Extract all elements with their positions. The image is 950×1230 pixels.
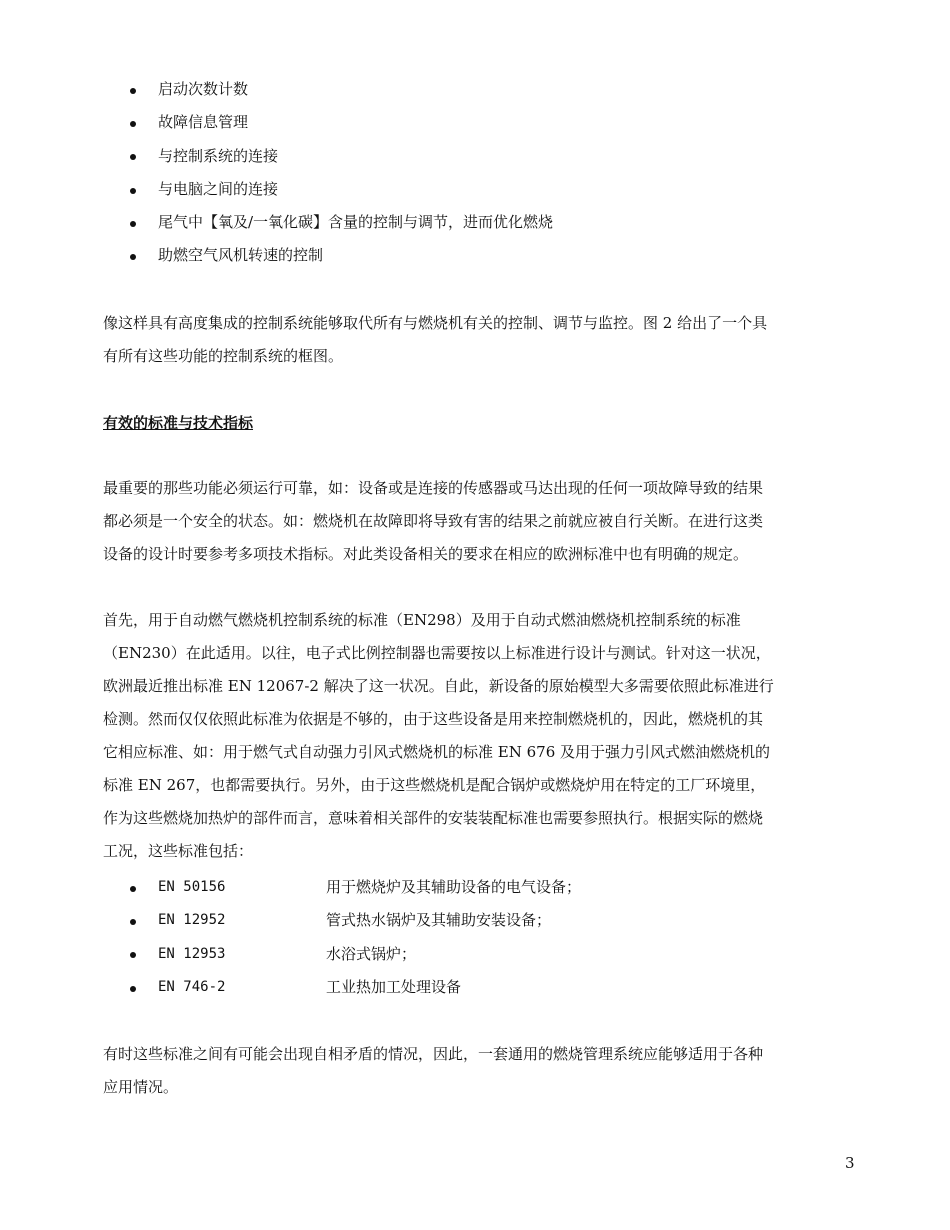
paragraph-reliability: 最重要的那些功能必须运行可靠，如：设备或是连接的传感器或马达出现的任何一项故障导致的结果 都必须是一个安全的状态。如：燃烧机在故障即将导致有害的结果之前就应被自行关断。在进行这类 设备的设计时要参考多项技术指标。对此类设备相关的要求在相应的欧洲标准中也有明确的规定。: [103, 479, 764, 563]
standard-description: 管式热水锅炉及其辅助安装设备；: [326, 911, 552, 930]
bullet-dot-icon: [130, 952, 136, 958]
standard-code: EN 12952: [158, 912, 226, 929]
standard-description: 用于燃烧炉及其辅助设备的电气设备；: [326, 878, 582, 896]
bullet-dot-icon: [130, 986, 136, 992]
list-item: 与电脑之间的连接: [0, 173, 950, 206]
bullet-dot-icon: [130, 919, 136, 925]
standard-code: EN 12953: [158, 945, 226, 962]
bullet-dot-icon: [130, 88, 136, 94]
list-item: 故障信息管理: [0, 106, 950, 139]
list-item: 尾气中【氧及/一氧化碳】含量的控制与调节，进而优化燃烧: [0, 206, 950, 239]
paragraph-standards-intro: 首先，用于自动燃气燃烧机控制系统的标准（EN298）及用于自动式燃油燃烧机控制系统的标准 （EN230）在此适用。以往，电子式比例控制器也需要按以上标准进行设计与测试。针对这一状况， 欧洲最近推出标准 EN 12067-2 解决了这一状况。自此，新设备的原始模型大多需要依照此标准进行 检测。然而仅仅依照此标准为依据是不够的，由于这些设备是用来控制燃烧机的，因此，燃烧机的其 它相应标准、如：用于燃气式自动强力引风式燃烧机的标准 EN 676 及用于强力引风式燃油燃烧机的 标准 EN 267，也都需要执行。另外，由于这些燃烧机是配合锅炉或燃烧炉用在特定的工厂环境里， 作为这些燃烧加热炉的部件而言，意味着相关部件的安装装配标准也需要参照执行。根据实际的燃烧 工况，这些标准包括：: [103, 611, 774, 860]
list-item: [0, 904, 950, 937]
bullet-dot-icon: [130, 188, 136, 194]
paragraph-conclusion: 有时这些标准之间有可能会出现自相矛盾的情况，因此，一套通用的燃烧管理系统应能够适用于各种 应用情况。: [103, 1045, 764, 1096]
standard-code: EN 50156: [158, 879, 226, 895]
page-number: 3: [845, 1154, 855, 1172]
list-item: 助燃空气风机转速的控制: [0, 239, 950, 272]
standard-description: 水浴式锅炉；: [326, 944, 417, 963]
list-item: [0, 871, 950, 904]
bullet-dot-icon: [130, 221, 136, 227]
bullet-dot-icon: [130, 254, 136, 260]
list-item: 与控制系统的连接: [0, 140, 950, 173]
list-item: [0, 938, 950, 971]
list-item: 启动次数计数: [0, 73, 950, 106]
feature-bullet-list: [0, 73, 950, 273]
list-item: [0, 971, 950, 1004]
standards-bullet-list: [0, 871, 950, 1004]
bullet-dot-icon: [130, 121, 136, 127]
bullet-dot-icon: [130, 154, 136, 160]
bullet-dot-icon: [130, 886, 136, 892]
standard-code: EN 746-2: [158, 978, 226, 995]
standard-description: 工业热加工处理设备: [326, 977, 462, 996]
paragraph-integration: 像这样具有高度集成的控制系统能够取代所有与燃烧机有关的控制、调节与监控。图 2 给出了一个具 有所有这些功能的控制系统的框图。: [103, 314, 768, 365]
section-heading: 有效的标准与技术指标: [103, 414, 254, 432]
